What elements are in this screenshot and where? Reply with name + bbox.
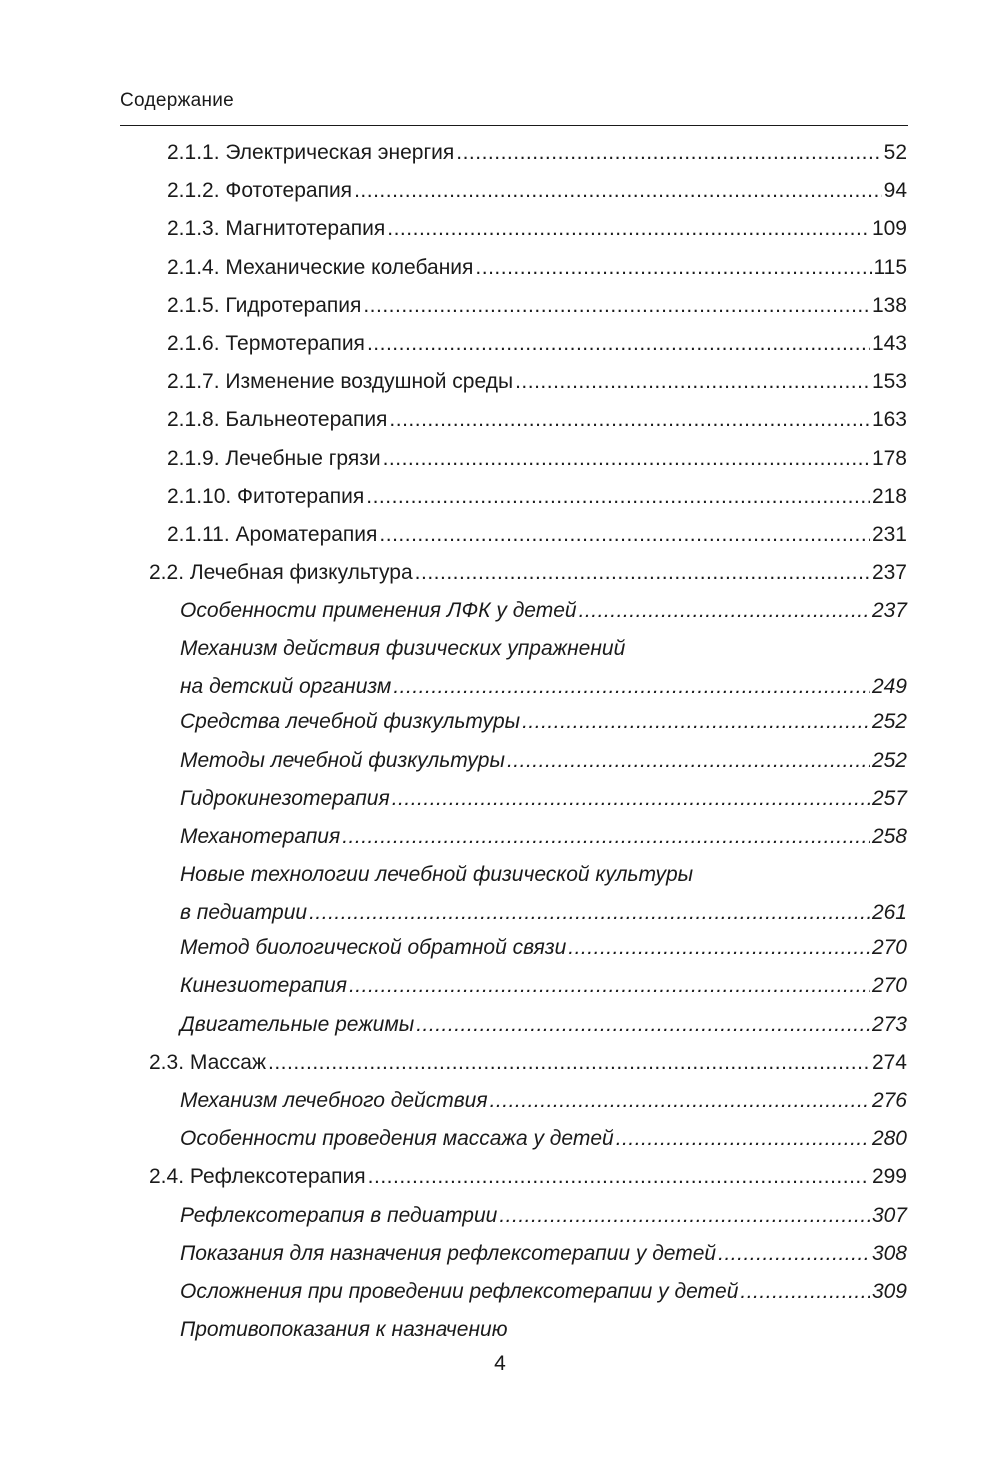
toc-entry[interactable] <box>0 365 1000 403</box>
dot-leader <box>268 1051 870 1075</box>
toc-entry-page: 52 <box>883 141 907 164</box>
toc-entry[interactable] <box>0 1084 1000 1122</box>
dot-leader <box>515 370 870 394</box>
toc-entry[interactable] <box>0 556 1000 594</box>
toc-entry-page: 163 <box>871 408 907 432</box>
dot-leader <box>616 1127 870 1151</box>
toc-entry[interactable] <box>0 327 1000 365</box>
toc-entry[interactable] <box>0 289 1000 327</box>
toc-entry-page: 252 <box>871 710 907 734</box>
toc-entry[interactable] <box>0 931 1000 969</box>
dot-leader <box>568 936 870 960</box>
dot-leader <box>475 256 871 280</box>
dot-leader <box>740 1280 870 1304</box>
toc-entry[interactable] <box>0 518 1000 556</box>
toc-entry-title: 2.1.9. Лечебные грязи <box>167 446 381 470</box>
toc-entry-title: 2.1.7. Изменение воздушной среды <box>167 370 514 394</box>
dot-leader <box>363 294 870 318</box>
toc-entry-page: 115 <box>873 255 907 279</box>
toc-entry-title: 2.1.2. Фототерапия <box>167 179 353 203</box>
toc-entry-title: 2.1.3. Магнитотерапия <box>167 217 386 241</box>
toc-entry[interactable] <box>0 1160 1000 1198</box>
toc-entry-page: 308 <box>871 1241 907 1265</box>
dot-leader <box>490 1089 870 1113</box>
toc-entry-page: 109 <box>871 217 907 241</box>
toc-entry[interactable] <box>0 1199 1000 1237</box>
toc-entry[interactable] <box>0 782 1000 820</box>
toc-entry-title: Средства лечебной физкультуры <box>180 710 521 734</box>
toc-entry-page: 307 <box>871 1203 907 1227</box>
dot-leader <box>383 447 870 471</box>
toc-entry-title: на детский организм <box>180 675 392 699</box>
dot-leader <box>366 485 870 509</box>
toc-entry[interactable] <box>0 1008 1000 1046</box>
dot-leader <box>354 179 882 203</box>
toc-entry[interactable] <box>0 480 1000 518</box>
toc-entry[interactable] <box>0 251 1000 289</box>
dot-leader <box>718 1242 870 1266</box>
dot-leader <box>507 749 870 773</box>
toc-entry-title: Двигательные режимы <box>180 1012 415 1036</box>
toc-entry-title: Особенности применения ЛФК у детей <box>180 599 577 623</box>
toc-entry-page: 309 <box>871 1279 907 1303</box>
toc-entry[interactable] <box>0 820 1000 858</box>
dot-leader <box>416 1013 870 1037</box>
dot-leader <box>499 1204 870 1228</box>
toc-entry[interactable] <box>0 1275 1000 1313</box>
toc-entry-page: 153 <box>871 370 907 394</box>
toc-entry-page: 274 <box>871 1050 907 1074</box>
toc-entry-page: 261 <box>871 901 907 925</box>
dot-leader <box>456 141 881 165</box>
toc-entry-title: Механизм лечебного действия <box>180 1088 488 1112</box>
dot-leader <box>309 901 870 925</box>
dot-leader <box>387 217 870 241</box>
dot-leader <box>415 561 870 585</box>
toc-entry-title: 2.1.10. Фитотерапия <box>167 484 365 508</box>
toc-entry-title: 2.1.5. Гидротерапия <box>167 293 362 317</box>
toc-entry-page: 249 <box>871 675 907 699</box>
toc-entry-page: 178 <box>871 446 907 470</box>
toc-entry-title: 2.4. Рефлексотерапия <box>149 1165 366 1189</box>
dot-leader <box>367 332 870 356</box>
toc-entry-page: 94 <box>883 179 907 203</box>
toc-entry[interactable] <box>0 594 1000 632</box>
dot-leader <box>522 710 870 734</box>
toc-entry-page: 231 <box>871 522 907 546</box>
toc-entry[interactable] <box>0 1122 1000 1160</box>
toc-entry-page: 270 <box>871 936 907 960</box>
dot-leader <box>389 408 870 432</box>
toc-entry-title: 2.1.11. Ароматерапия <box>167 522 378 546</box>
toc-entry[interactable] <box>0 744 1000 782</box>
toc-entry[interactable] <box>0 705 1000 743</box>
toc-entry-title: 2.1.6. Термотерапия <box>167 331 365 355</box>
toc-entry-title: 2.2. Лечебная физкультура <box>149 561 413 585</box>
toc-entry-page: 257 <box>871 786 907 810</box>
dot-leader <box>393 675 870 699</box>
toc-entry-title: 2.1.4. Механические колебания <box>167 255 474 279</box>
toc-entry[interactable] <box>0 1237 1000 1275</box>
toc-entry-page: 258 <box>871 825 907 848</box>
page-number: 4 <box>494 1352 506 1375</box>
toc-entry-page: 237 <box>871 599 907 623</box>
toc-entry-page: 270 <box>871 974 907 998</box>
toc-entry[interactable] <box>0 969 1000 1007</box>
toc-entry-title: Показания для назначения рефлексотерапии у детей <box>180 1241 717 1265</box>
toc-entry-title-line1: Механизм действия физических упражнений <box>180 637 626 661</box>
toc-entry-title-line1: Новые технологии лечебной физической культуры <box>180 863 694 887</box>
toc-entry-title: в педиатрии <box>180 901 308 925</box>
toc-entry-title: 2.3. Массаж <box>149 1050 266 1074</box>
toc-entry-title: Методы лечебной физкультуры <box>180 748 505 772</box>
toc-entry-page: 143 <box>871 331 907 355</box>
dot-leader <box>342 825 870 849</box>
toc-entry-title: Гидрокинезотерапия <box>180 786 390 810</box>
dot-leader <box>379 523 870 547</box>
toc-entry-title: 2.1.8. Бальнеотерапия <box>167 408 388 432</box>
toc-entry-title: Рефлексотерапия в педиатрии <box>180 1203 498 1227</box>
toc-entry-title: Осложнения при проведении рефлексотерапии у детей <box>180 1279 739 1303</box>
running-head: Содержание <box>120 90 235 111</box>
toc-entry-page: 218 <box>871 484 907 508</box>
toc-entry-title: 2.1.1. Электрическая энергия <box>167 141 455 164</box>
table-of-contents <box>0 136 1000 1351</box>
toc-entry[interactable] <box>0 858 1000 931</box>
toc-entry-title: Противопоказания к назначению <box>180 1318 508 1342</box>
toc-entry-page: 276 <box>871 1088 907 1112</box>
dot-leader <box>579 599 870 623</box>
toc-entry[interactable] <box>0 442 1000 480</box>
dot-leader <box>349 974 870 998</box>
toc-entry-continued[interactable] <box>0 1313 1000 1351</box>
toc-entry-title: Механотерапия <box>180 825 341 848</box>
toc-entry-page: 273 <box>871 1012 907 1036</box>
toc-entry-page: 237 <box>871 561 907 585</box>
toc-entry[interactable] <box>0 212 1000 250</box>
toc-entry-title: Особенности проведения массажа у детей <box>180 1127 614 1151</box>
toc-entry-page: 138 <box>871 293 907 317</box>
toc-entry-title: Метод биологической обратной связи <box>180 936 567 960</box>
toc-entry[interactable] <box>0 403 1000 441</box>
dot-leader <box>368 1165 870 1189</box>
toc-entry[interactable] <box>0 174 1000 212</box>
toc-entry[interactable] <box>0 136 1000 174</box>
toc-entry-title: Кинезиотерапия <box>180 974 347 998</box>
header-rule <box>120 125 908 126</box>
toc-entry[interactable] <box>0 1046 1000 1084</box>
toc-entry[interactable] <box>0 632 1000 705</box>
dot-leader <box>392 787 870 811</box>
toc-entry-page: 252 <box>871 748 907 772</box>
toc-entry-page: 280 <box>871 1127 907 1151</box>
toc-entry-page: 299 <box>871 1165 907 1189</box>
